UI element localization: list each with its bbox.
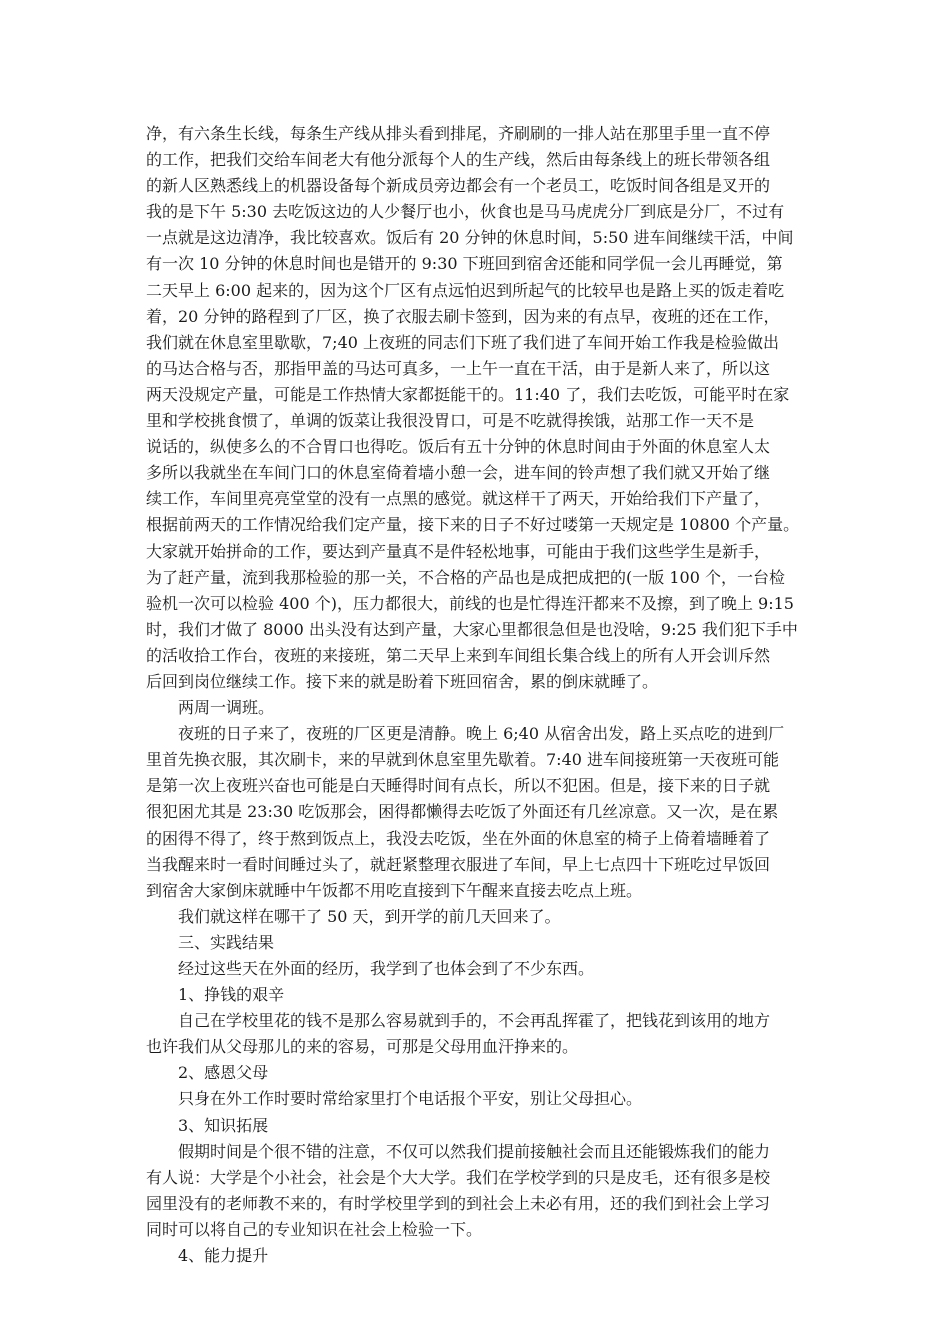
text-line: 的工作，把我们交给车间老大有他分派每个人的生产线，然后由每条线上的班长带领各组	[146, 150, 771, 170]
text-line: 净，有六条生长线，每条生产线从排头看到排尾，齐刷刷的一排人站在那里手里一直不停	[146, 124, 771, 143]
text-line: 一点就是这边清净，我比较喜欢。饭后有 20 分钟的休息时间，5:50 进车间继续干活，中间	[146, 228, 794, 248]
text-line: 我们就在休息室里歇歇，7;40 上夜班的同志们下班了我们进了车间开始工作我是检验做出	[146, 332, 780, 352]
text-line: 多所以我就坐在车间门口的休息室倚着墙小憩一会，进车间的铃声想了我们就又开始了继	[146, 463, 771, 483]
text-line: 同时可以将自己的专业知识在社会上检验一下。	[146, 1219, 483, 1239]
text-line: 的马达合格与否，那指甲盖的马达可真多，一上午一直在干活，由于是新人来了，所以这	[146, 358, 771, 378]
text-line: 时，我们才做了 8000 出头没有达到产量，大家心里都很急但是也没啥，9:25 我们犯下手中	[146, 619, 798, 639]
text-line: 也许我们从父母那儿的来的容易，可那是父母用血汗挣来的。	[146, 1037, 579, 1057]
text-line: 后回到岗位继续工作。接下来的就是盼着下班回宿舍，累的倒床就睡了。	[146, 671, 659, 691]
text-line: 园里没有的老师教不来的，有时学校里学到的到社会上未必有用，还的我们到社会上学习	[146, 1193, 771, 1213]
text-line: 自己在学校里花的钱不是那么容易就到手的，不会再乱挥霍了，把钱花到该用的地方	[178, 1011, 771, 1031]
text-line: 经过这些天在外面的经历，我学到了也体会到了不少东西。	[178, 959, 595, 978]
text-line: 2、感恩父母	[178, 1063, 269, 1083]
text-line: 夜班的日子来了，夜班的厂区更是清静。晚上 6;40 从宿舍出发，路上买点吃的进到厂	[178, 724, 785, 744]
text-line: 说话的，纵使多么的不合胃口也得吃。饭后有五十分钟的休息时间由于外面的休息室人太	[146, 437, 771, 457]
text-line: 着，20 分钟的路程到了厂区，换了衣服去刷卡签到，因为来的有点早，夜班的还在工作，	[146, 306, 780, 326]
text-line: 假期时间是个很不错的注意，不仅可以然我们提前接触社会而且还能锻炼我们的能力	[178, 1141, 771, 1161]
text-line: 大家就开始拼命的工作，要达到产量真不是件轻松地事，可能由于我们这些学生是新手，	[146, 541, 771, 561]
text-line: 4、能力提升	[178, 1246, 269, 1266]
text-line: 我的是下午 5:30 去吃饭这边的人少餐厅也小，伙食也是马马虎虎分厂到底是分厂，不过有	[146, 202, 785, 222]
text-line: 很犯困尤其是 23:30 吃饭那会，困得都懒得去吃饭了外面还有几丝凉意。又一次，是在累	[146, 802, 779, 822]
text-line: 三、实践结果	[178, 932, 275, 952]
text-line: 二天早上 6:00 起来的，因为这个厂区有点远怕迟到所起气的比较早也是路上买的饭走着吃	[146, 280, 785, 300]
text-line: 里首先换衣服，其次刷卡，来的早就到休息室里先歇着。7:40 进车间接班第一天夜班可能	[146, 750, 780, 770]
text-line: 续工作，车间里亮亮堂堂的没有一点黑的感觉。就这样干了两天，开始给我们下产量了，	[146, 489, 771, 509]
text-line: 我们就这样在哪干了 50 天，到开学的前几天回来了。	[178, 906, 561, 926]
text-line: 有人说：大学是个小社会，社会是个大大学。我们在学校学到的只是皮毛，还有很多是校	[146, 1167, 771, 1187]
text-line: 的活收拾工作台，夜班的来接班，第二天早上来到车间组长集合线上的所有人开会训斥然	[146, 645, 771, 665]
text-line: 的困得不得了，终于熬到饭点上，我没去吃饭，坐在外面的休息室的椅子上倚着墙睡着了	[146, 828, 771, 848]
text-line: 只身在外工作时要时常给家里打个电话报个平安，别让父母担心。	[178, 1089, 643, 1109]
text-line: 1、挣钱的艰辛	[178, 985, 285, 1005]
text-line: 里和学校挑食惯了，单调的饭菜让我很没胃口，可是不吃就得挨饿，站那工作一天不是	[146, 411, 755, 431]
text-line: 是第一次上夜班兴奋也可能是白天睡得时间有点长，所以不犯困。但是，接下来的日子就	[146, 776, 771, 796]
document-body	[146, 121, 812, 1269]
text-line: 根据前两天的工作情况给我们定产量，接下来的日子不好过喽第一天规定是 10800 个产量。	[146, 515, 800, 535]
text-line: 3、知识拓展	[178, 1115, 269, 1135]
text-line: 验机一次可以检验 400 个)，压力都很大，前线的也是忙得连汗都来不及擦，到了晚上 9:15	[146, 593, 794, 613]
text-line: 两周一调班。	[178, 698, 275, 718]
text-line: 有一次 10 分钟的休息时间也是错开的 9:30 下班回到宿舍还能和同学侃一会儿再睡觉，第	[146, 254, 783, 274]
text-line: 当我醒来时一看时间睡过头了，就赶紧整理衣服进了车间，早上七点四十下班吃过早饭回	[146, 854, 771, 874]
text-line: 到宿舍大家倒床就睡中午饭都不用吃直接到下午醒来直接去吃点上班。	[146, 880, 643, 900]
text-line: 两天没规定产量，可能是工作热情大家都挺能干的。11:40 了，我们去吃饭，可能平时在家	[146, 384, 790, 404]
text-line: 为了赶产量，流到我那检验的那一关，不合格的产品也是成把成把的(一版 100 个，一台检	[146, 567, 785, 587]
text-line: 的新人区熟悉线上的机器设备每个新成员旁边都会有一个老员工，吃饭时间各组是叉开的	[146, 176, 771, 196]
